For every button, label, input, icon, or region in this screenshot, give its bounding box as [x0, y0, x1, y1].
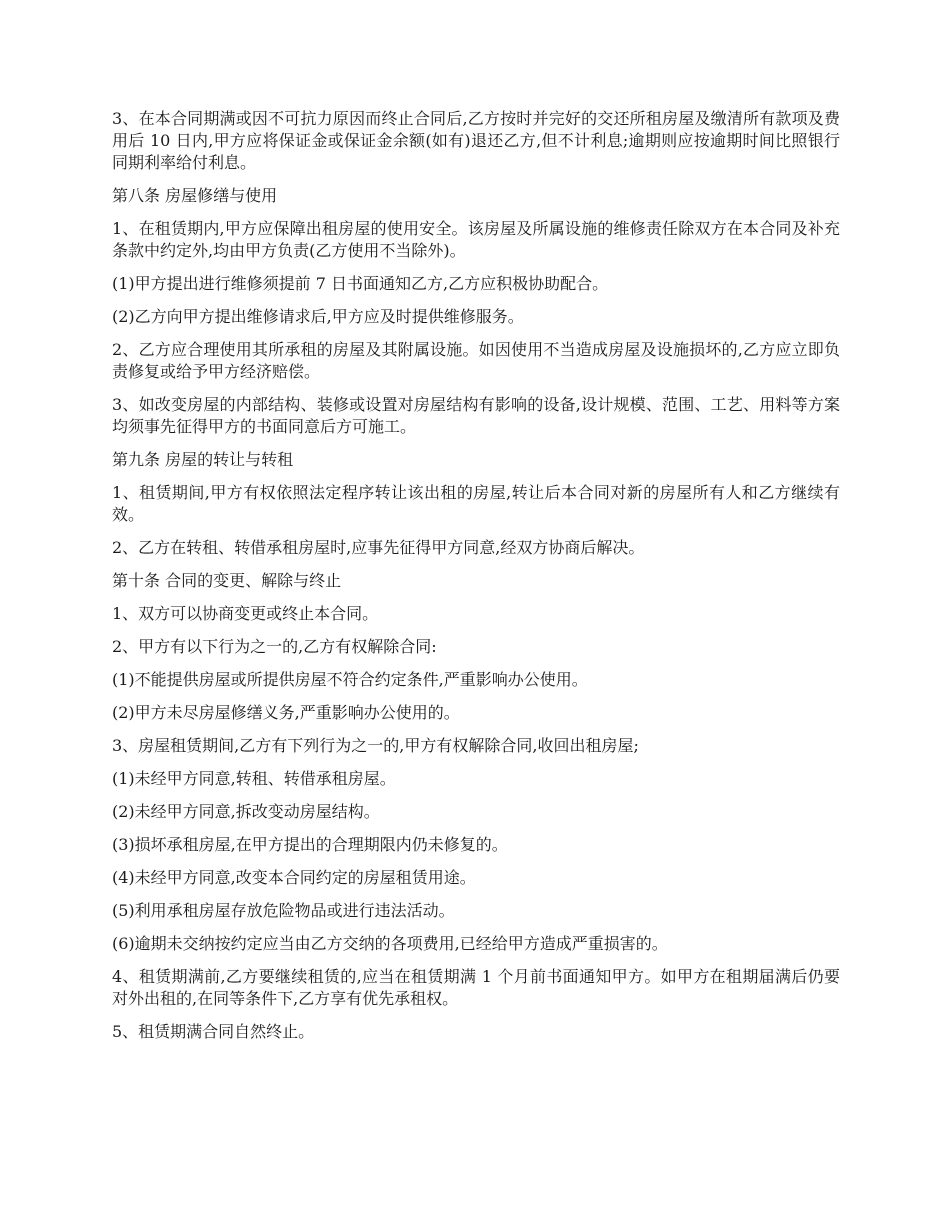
document-page	[112, 108, 840, 1054]
paragraph-10-2: 2、甲方有以下行为之一的,乙方有权解除合同:	[112, 637, 437, 656]
section-heading-article-10: 第十条 合同的变更、解除与终止	[112, 571, 342, 590]
paragraph-9-1: 1、租赁期间,甲方有权依照法定程序转让该出租的房屋,转让后本合同对新的房屋所有人和乙方继续有效。	[112, 483, 840, 524]
paragraph-10-2-item-1: (1)不能提供房屋或所提供房屋不符合约定条件,严重影响办公使用。	[112, 670, 588, 689]
paragraph-10-3-item-4: (4)未经甲方同意,改变本合同约定的房屋租赁用途。	[112, 868, 476, 887]
paragraph-10-3-item-3: (3)损坏承租房屋,在甲方提出的合理期限内仍未修复的。	[112, 835, 508, 854]
paragraph-10-3-item-6: (6)逾期未交纳按约定应当由乙方交纳的各项费用,已经给甲方造成严重损害的。	[112, 934, 668, 953]
paragraph-8-3: 3、如改变房屋的内部结构、装修或设置对房屋结构有影响的设备,设计规模、范围、工艺、用料等方案均须事先征得甲方的书面同意后方可施工。	[112, 395, 840, 436]
paragraph-8-1-item-1: (1)甲方提出进行维修须提前 7 日书面通知乙方,乙方应积极协助配合。	[112, 274, 609, 293]
section-heading-article-8: 第八条 房屋修缮与使用	[112, 186, 278, 205]
paragraph-8-1: 1、在租赁期内,甲方应保障出租房屋的使用安全。该房屋及所属设施的维修责任除双方在本合同及补充条款中约定外,均由甲方负责(乙方使用不当除外)。	[112, 219, 840, 260]
paragraph-9-2: 2、乙方在转租、转借承租房屋时,应事先征得甲方同意,经双方协商后解决。	[112, 538, 645, 557]
paragraph-10-3-item-1: (1)未经甲方同意,转租、转借承租房屋。	[112, 769, 396, 788]
section-heading-article-9: 第九条 房屋的转让与转租	[112, 450, 294, 469]
paragraph-10-3: 3、房屋租赁期间,乙方有下列行为之一的,甲方有权解除合同,收回出租房屋;	[112, 736, 639, 755]
paragraph-clause-3-deposit-refund: 3、在本合同期满或因不可抗力原因而终止合同后,乙方按时并完好的交还所租房屋及缴清所有款项及费用后 10 日内,甲方应将保证金或保证金余额(如有)退还乙方,但不计利息;逾期则应按逾期时间比照银行同期利率给付利息。	[112, 109, 840, 172]
paragraph-10-5: 5、租赁期满合同自然终止。	[112, 1022, 315, 1041]
paragraph-8-2: 2、乙方应合理使用其所承租的房屋及其附属设施。如因使用不当造成房屋及设施损坏的,乙方应立即负责修复或给予甲方经济赔偿。	[112, 340, 840, 381]
paragraph-10-4: 4、租赁期满前,乙方要继续租赁的,应当在租赁期满 1 个月前书面通知甲方。如甲方在租期届满后仍要对外出租的,在同等条件下,乙方享有优先承租权。	[112, 967, 840, 1008]
paragraph-10-1: 1、双方可以协商变更或终止本合同。	[112, 604, 379, 623]
paragraph-10-2-item-2: (2)甲方未尽房屋修缮义务,严重影响办公使用的。	[112, 703, 460, 722]
paragraph-10-3-item-5: (5)利用承租房屋存放危险物品或进行违法活动。	[112, 901, 455, 920]
paragraph-8-1-item-2: (2)乙方向甲方提出维修请求后,甲方应及时提供维修服务。	[112, 307, 524, 326]
paragraph-10-3-item-2: (2)未经甲方同意,拆改变动房屋结构。	[112, 802, 380, 821]
